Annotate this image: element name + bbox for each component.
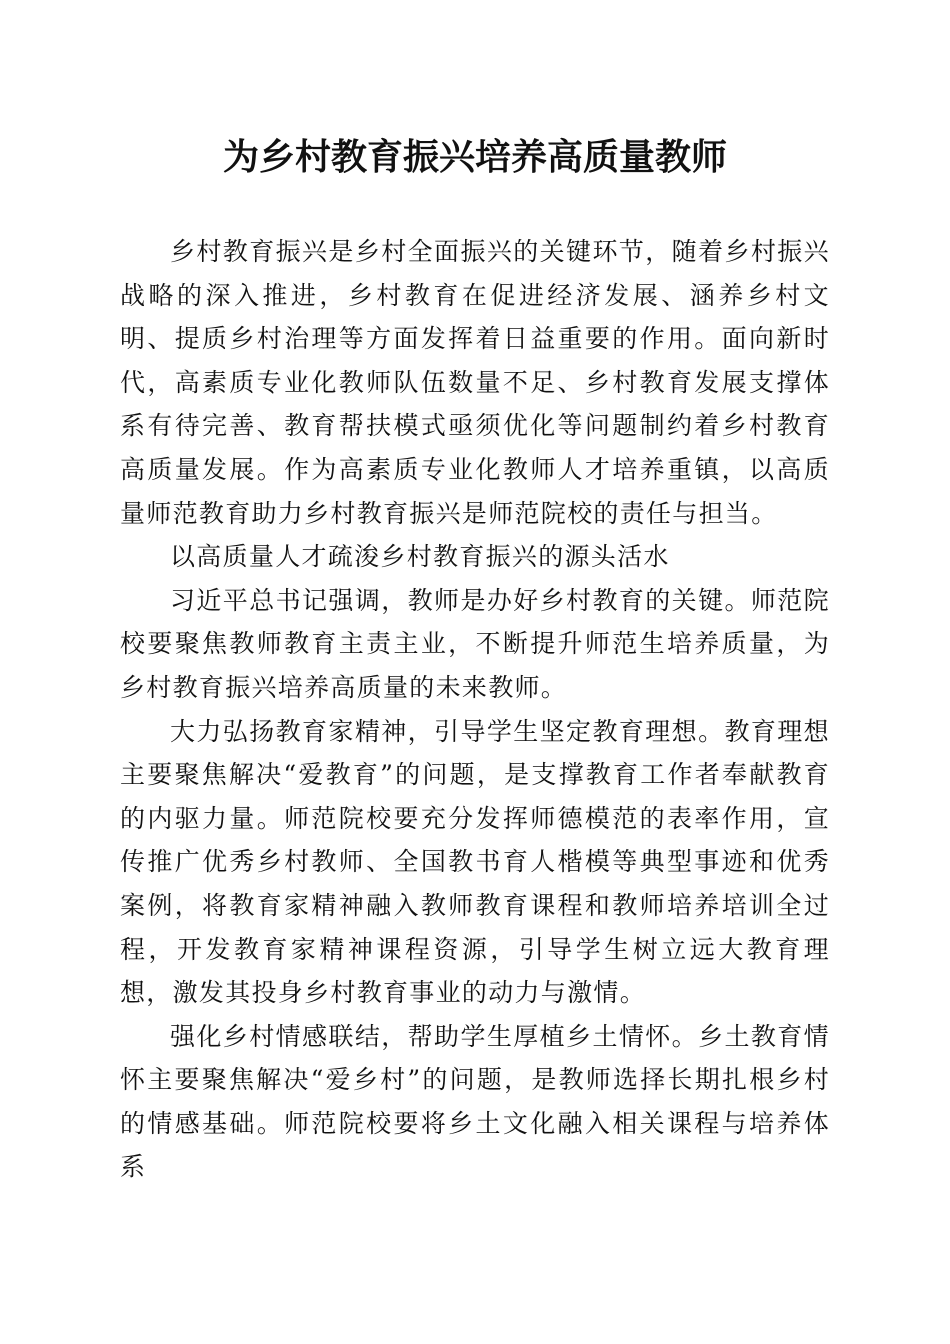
paragraph-intro: 乡村教育振兴是乡村全面振兴的关键环节，随着乡村振兴战略的深入推进，乡村教育在促进经济发展、涵养乡村文明、提质乡村治理等方面发挥着日益重要的作用。面向新时代，高素质专业化教师队伍数量不足、乡村教育发展支撑体系有待完善、教育帮扶模式亟须优化等问题制约着乡村教育高质量发展。作为高素质专业化教师人才培养重镇，以高质量师范教育助力乡村教育振兴是师范院校的责任与担当。	[120, 237, 830, 528]
section-heading: 以高质量人才疏浚乡村教育振兴的源头活水	[170, 542, 670, 572]
document-title: 为乡村教育振兴培养高质量教师	[222, 136, 727, 178]
paragraph-educator-spirit: 大力弘扬教育家精神，引导学生坚定教育理想。教育理想主要聚焦解决“爱教育”的问题，是支撑教育工作者奉献教育的内驱力量。师范院校要充分发挥师德模范的表率作用，宣传推广优秀乡村教师、全国教书育人楷模等典型事迹和优秀案例，将教育家精神融入教师教育课程和教师培养培训全过程，开发教育家精神课程资源，引导学生树立远大教育理想，激发其投身乡村教育事业的动力与激情。	[120, 716, 830, 1008]
paragraph-key-teachers: 习近平总书记强调，教师是办好乡村教育的关键。师范院校要聚焦教师教育主责主业，不断提升师范生培养质量，为乡村教育振兴培养高质量的未来教师。	[120, 585, 830, 702]
document-body	[120, 230, 830, 1189]
paragraph-rural-emotion: 强化乡村情感联结，帮助学生厚植乡土情怀。乡土教育情怀主要聚焦解决“爱乡村”的问题，是教师选择长期扎根乡村的情感基础。师范院校要将乡土文化融入相关课程与培养体系	[120, 1021, 830, 1182]
